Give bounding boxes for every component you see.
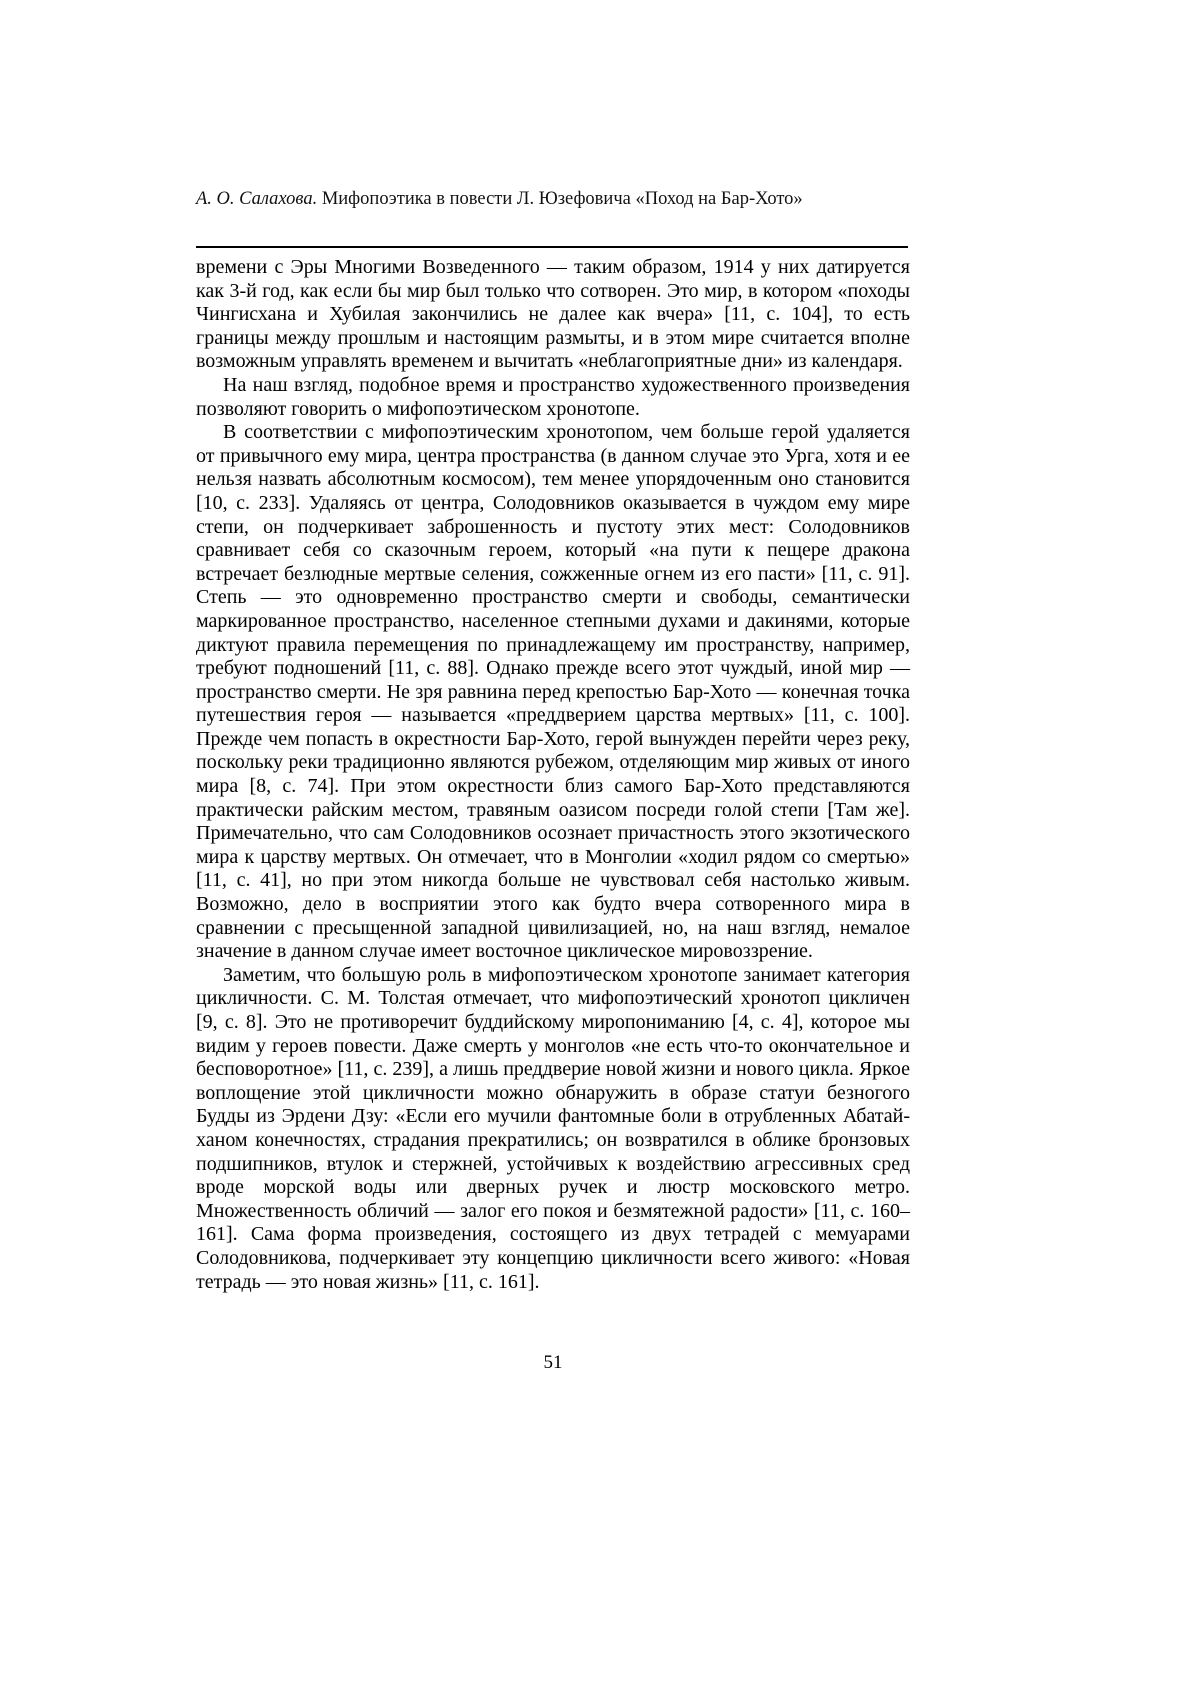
paragraph: времени с Эры Многими Возведенного — таким образом, 1914 у них датируется как 3-й год, как если бы мир был только что сотворен. Это мир, в котором «походы Чингисхана и Хубилая закончились не далее как вчера» [11, с. 104], то есть границы между прошлым и настоящим размыты, и в этом мире считается вполне возможным управлять временем и вычитать «неблагоприятные дни» из календаря. bbox=[196, 256, 910, 373]
header-title: Мифопоэтика в повести Л. Юзефовича «Поход на Бар-Хото» bbox=[321, 189, 803, 209]
body-text bbox=[196, 256, 910, 1294]
running-header bbox=[196, 188, 910, 211]
header-author: А. О. Салахова. bbox=[196, 189, 318, 209]
paragraph: На наш взгляд, подобное время и пространство художественного произведения позволяют говорить о мифопоэтическом хронотопе. bbox=[196, 373, 910, 420]
header-rule bbox=[196, 246, 908, 248]
paragraph: В соответствии с мифопоэтическим хронотопом, чем больше герой удаляется от привычного ему мира, центра пространства (в данном случае это Урга, хотя и ее нельзя назвать абсолютным космосом), тем менее упорядоченным оно становится [10, с. 233]. Удаляясь от центра, Солодовников оказывается в чуждом ему мире степи, он подчеркивает заброшенность и пустоту этих мест: Солодовников сравнивает себя со сказочным героем, который «на пути к пещере дракона встречает безлюдные мертвые селения, сожженные огнем из его пасти» [11, с. 91]. Степь — это одновременно пространство смерти и свободы, семантически маркированное пространство, населенное степными духами и дакинями, которые диктуют правила перемещения по принадлежащему им пространству, например, требуют подношений [11, с. 88]. Однако прежде всего этот чуждый, иной мир — пространство смерти. Не зря равнина перед крепостью Бар-Хото — конечная точка путешествия героя — называется «преддверием царства мертвых» [11, с. 100]. Прежде чем попасть в окрестности Бар-Хото, герой вынужден перейти через реку, поскольку реки традиционно являются рубежом, отделяющим мир живых от иного мира [8, с. 74]. При этом окрестности близ самого Бар-Хото представляются практически райским местом, травяным оазисом посреди голой степи [Там же]. Примечательно, что сам Солодовников осознает причастность этого экзотического мира к царству мертвых. Он отмечает, что в Монголии «ходил рядом со смертью» [11, с. 41], но при этом никогда больше не чувствовал себя настолько живым. Возможно, дело в восприятии этого как будто вчера сотворенного мира в сравнении с пресыщенной западной цивилизацией, но, на наш взгляд, немалое значение в данном случае имеет восточное циклическое мировоззрение. bbox=[196, 421, 910, 963]
paragraph: Заметим, что большую роль в мифопоэтическом хронотопе занимает категория цикличности. С. М. Толстая отмечает, что мифопоэтический хронотоп цикличен [9, с. 8]. Это не противоречит буддийскому миропониманию [4, с. 4], которое мы видим у героев повести. Даже смерть у монголов «не есть что-то окончательное и бесповоротное» [11, с. 239], а лишь преддверие новой жизни и нового цикла. Яркое воплощение этой цикличности можно обнаружить в образе статуи безногого Будды из Эрдени Дзу: «Если его мучили фантомные боли в отрубленных Абатай-ханом конечностях, страдания прекратились; он возвратился в облике бронзовых подшипников, втулок и стержней, устойчивых к воздействию агрессивных сред вроде морской воды или дверных ручек и люстр московского метро. Множественность обличий — залог его покоя и безмятежной радости» [11, с. 160–161]. Сама форма произведения, состоящего из двух тетрадей с мемуарами Солодовникова, подчеркивает эту концепцию цикличности всего живого: «Новая тетрадь — это новая жизнь» [11, с. 161]. bbox=[196, 963, 910, 1293]
page-number: 51 bbox=[543, 1352, 563, 1373]
